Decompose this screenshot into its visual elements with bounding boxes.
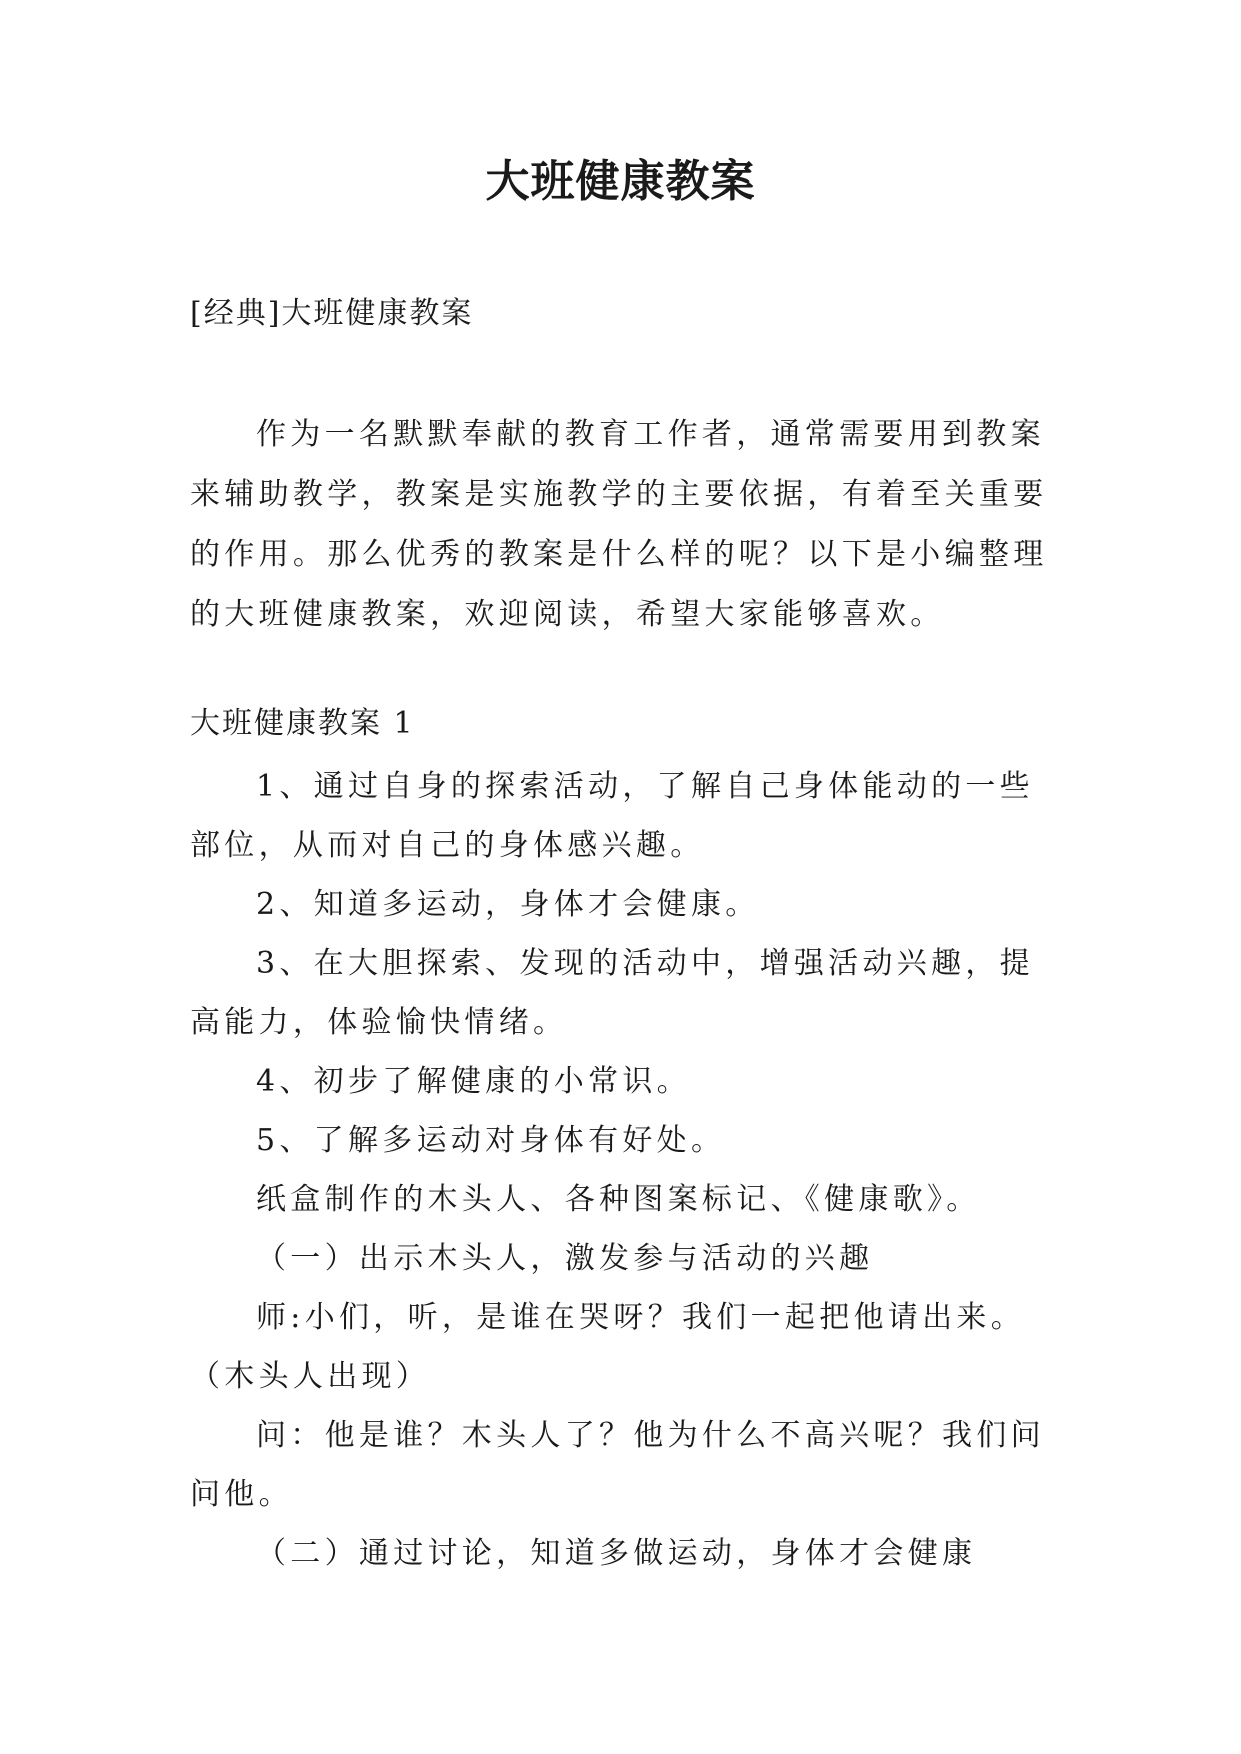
section-heading: 大班健康教案 1 [190, 706, 415, 741]
intro-paragraph: 作为一名默默奉献的教育工作者，通常需要用到教案来辅助教学，教案是实施教学的主要依据，有着至关重要的作用。那么优秀的教案是什么样的呢？以下是小编整理的大班健康教案，欢迎阅读，希望大家能够喜欢。 [190, 417, 1048, 632]
objective-1: 1、通过自身的探索活动，了解自己身体能动的一些部位，从而对自己的身体感兴趣。 [190, 769, 1034, 863]
teacher-dialogue: 师:小们，听，是谁在哭呀？我们一起把他请出来。（木头人出现） [190, 1300, 1026, 1394]
step-2-heading: （二）通过讨论，知道多做运动，身体才会健康 [256, 1536, 977, 1571]
objective-2: 2、知道多运动，身体才会健康。 [256, 887, 760, 922]
materials-paragraph: 纸盒制作的木头人、各种图案标记、《健康歌》。 [256, 1182, 981, 1217]
document-subtitle: [经典]大班健康教案 [190, 296, 474, 331]
objective-5: 5、了解多运动对身体有好处。 [256, 1123, 726, 1158]
step-1-heading: （一）出示木头人，激发参与活动的兴趣 [256, 1241, 874, 1276]
section-body [190, 757, 1056, 1583]
objective-3: 3、在大胆探索、发现的活动中，增强活动兴趣，提高能力，体验愉快情绪。 [190, 946, 1034, 1040]
objective-4: 4、初步了解健康的小常识。 [256, 1064, 691, 1099]
document-title: 大班健康教案 [485, 156, 756, 207]
question-dialogue: 问：他是谁？木头人了？他为什么不高兴呢？我们问问他。 [190, 1418, 1045, 1512]
